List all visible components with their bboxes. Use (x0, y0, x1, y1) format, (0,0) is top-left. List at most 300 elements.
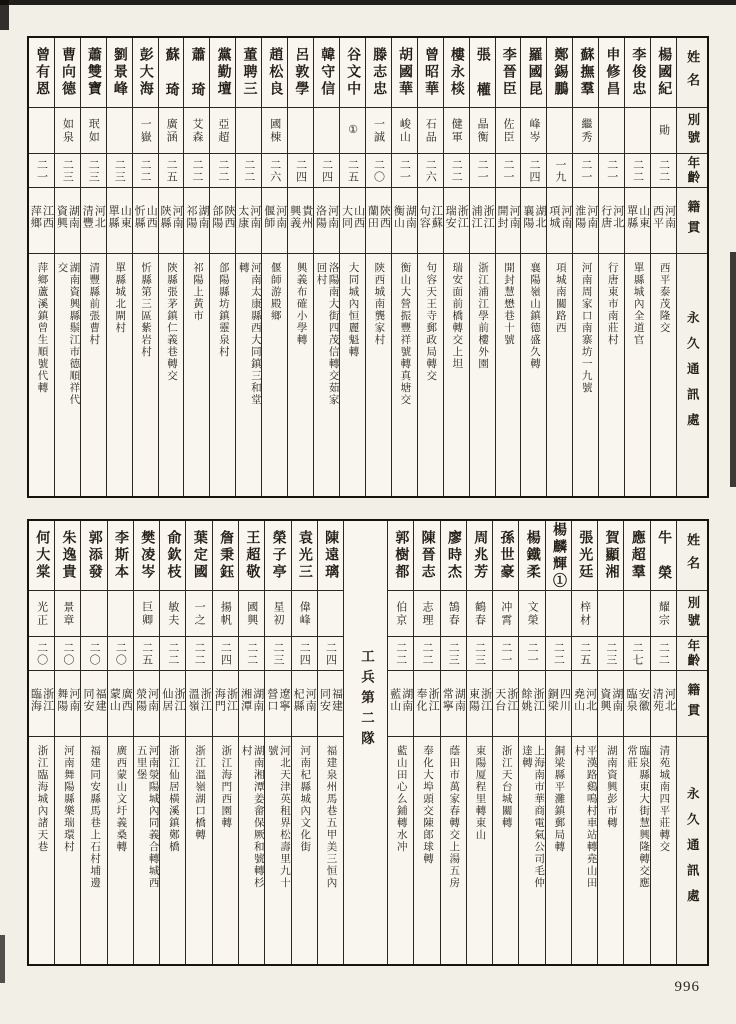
person-column (392, 38, 418, 496)
scan-artifact-bottom-left (0, 935, 5, 983)
person-address-cell-text: 祁陽上黃市 (191, 262, 203, 322)
person-column (265, 521, 291, 964)
person-alias-cell-text: 廣涵 (165, 117, 178, 144)
person-origin-cell-text: 湖南資興 (55, 204, 80, 229)
person-alias-cell-text: 一之 (193, 600, 206, 627)
person-name-cell (134, 521, 159, 591)
person-origin-cell (55, 671, 80, 737)
person-name-cell-text: 申修昌 (604, 47, 620, 98)
person-origin-cell-text: 河南舞陽 (55, 687, 80, 712)
person-origin-cell (418, 188, 443, 254)
person-address-cell-text: 興義布確小學轉 (295, 262, 307, 346)
person-origin-cell (496, 188, 521, 254)
person-alias-cell (265, 591, 290, 637)
person-origin-cell-text: 浙江瑞安 (444, 204, 469, 229)
person-alias-cell (340, 108, 365, 154)
person-alias-cell-text: 敏夫 (166, 600, 179, 627)
person-column (314, 38, 340, 496)
person-address-cell (340, 254, 365, 496)
person-age-cell-text: 二五 (165, 158, 178, 183)
person-origin-cell (340, 188, 365, 254)
person-column (418, 38, 444, 496)
person-address-cell-text: 銅梁縣平灘鎮郵局轉 (553, 745, 565, 853)
person-name-cell (108, 521, 133, 591)
column-header-alias-text: 別號 (685, 596, 700, 631)
person-origin-cell (547, 188, 572, 254)
person-name-cell (159, 38, 184, 108)
person-name-cell-text: 曾昭華 (422, 47, 438, 98)
column-header-origin-text: 籍貫 (685, 683, 700, 724)
person-column (210, 38, 236, 496)
person-alias-cell (292, 591, 317, 637)
person-address-cell (265, 737, 290, 964)
person-alias-cell (599, 108, 624, 154)
person-name-cell (314, 38, 339, 108)
person-address-cell (366, 254, 391, 496)
person-name-cell-text: 李斯本 (113, 530, 129, 581)
person-name-cell (239, 521, 264, 591)
column-header-age-text: 年齡 (685, 639, 700, 668)
person-address-cell-text: 浙江海門西園轉 (220, 745, 232, 829)
person-age-cell (418, 154, 443, 188)
person-column (470, 38, 496, 496)
person-address-cell (133, 254, 158, 496)
person-age-cell (496, 154, 521, 188)
person-alias-cell-text: 晶衡 (476, 117, 489, 144)
person-name-cell (55, 521, 80, 591)
person-origin-cell-text: 貴州興義 (288, 204, 313, 229)
person-age-cell-text: 二四 (219, 641, 232, 666)
person-address-cell-text: 陝西城南龔家村 (373, 262, 385, 346)
person-origin-cell-text: 山東單縣 (107, 204, 132, 229)
person-age-cell-text: 二〇 (114, 641, 127, 666)
person-age-cell-text: 二二 (631, 158, 644, 183)
person-origin-cell (210, 188, 235, 254)
person-column (160, 521, 186, 964)
person-origin-cell-text: 河南西平 (651, 204, 676, 229)
person-age-cell-text: 二二 (657, 641, 670, 666)
person-origin-cell (265, 671, 290, 737)
person-alias-cell (262, 108, 287, 154)
person-origin-cell-text: 湖南藍山 (388, 687, 413, 712)
person-alias-cell (496, 108, 521, 154)
person-age-cell-text: 二五 (346, 158, 359, 183)
person-alias-cell-text: 佐臣 (502, 117, 515, 144)
person-age-cell-text: 二七 (631, 641, 644, 666)
person-column (441, 521, 467, 964)
person-column (55, 521, 81, 964)
person-address-cell (598, 737, 623, 964)
unit-section-cell (344, 521, 387, 964)
person-address-cell (159, 254, 184, 496)
person-name-cell (213, 521, 238, 591)
person-name-cell (81, 38, 106, 108)
person-alias-cell (81, 108, 106, 154)
person-name-cell-text: 李俊忠 (630, 47, 646, 98)
person-name-cell (262, 38, 287, 108)
person-alias-cell (29, 591, 54, 637)
person-address-cell-text: 陝縣張茅鎮仁義巷轉交 (166, 262, 178, 382)
person-age-cell (81, 154, 106, 188)
person-age-cell (55, 637, 80, 671)
person-column (496, 38, 522, 496)
person-origin-cell-text: 浙江浦江 (470, 204, 495, 229)
person-origin-cell (108, 671, 133, 737)
person-address-cell-text: 衡山大營振豐祥號轉真塘交 (399, 262, 411, 406)
person-origin-cell (159, 188, 184, 254)
person-name-cell-text: 董聘三 (241, 47, 257, 98)
person-alias-cell-text: 繼秀 (579, 117, 592, 144)
person-age-cell (493, 637, 518, 671)
person-address-cell (288, 254, 313, 496)
person-address-cell-text: 廣西蒙山文圩義桑轉 (115, 745, 127, 853)
person-name-cell-text: 李晉臣 (500, 47, 516, 98)
person-age-cell (107, 154, 132, 188)
column-header-origin-text: 籍貫 (685, 200, 700, 241)
person-name-cell-text: 應超羣 (629, 530, 645, 581)
person-address-cell-text: 浙江天台城關轉 (500, 745, 512, 829)
column-header-address-text: 永久通訊處 (685, 311, 700, 439)
person-origin-cell-text: 浙江天台 (493, 687, 518, 712)
person-address-cell-text: 上海南市華商電氣公司毛仲達轉 (521, 745, 545, 889)
person-name-cell-text: 牛 榮 (656, 529, 672, 582)
person-origin-cell-text: 河北清豐 (81, 204, 106, 229)
column-header-alias (677, 591, 707, 637)
person-age-cell-text: 二四 (527, 158, 540, 183)
person-name-cell-text: 曾有恩 (34, 47, 50, 98)
person-column (81, 38, 107, 496)
person-name-cell (470, 38, 495, 108)
person-age-cell-text: 二一 (605, 158, 618, 183)
person-origin-cell (288, 188, 313, 254)
person-name-cell-text: 黨勤壇 (215, 47, 231, 98)
person-address-cell-text: 郃陽縣坊鎮靈泉村 (217, 262, 229, 358)
person-address-cell-text: 湖南湘潭姜畲保厥和號轉杉村 (240, 745, 264, 889)
person-age-cell (598, 637, 623, 671)
person-origin-cell-text: 河南杞縣 (292, 687, 317, 712)
person-age-cell (547, 154, 572, 188)
person-alias-cell-text: 偉峰 (298, 600, 311, 627)
person-origin-cell-text: 河南陝縣 (159, 204, 184, 229)
person-origin-cell-text: 湖南資興 (598, 687, 623, 712)
person-name-cell (392, 38, 417, 108)
person-origin-cell (160, 671, 185, 737)
person-age-cell-text: 二二 (166, 641, 179, 666)
person-address-cell (467, 737, 492, 964)
person-origin-cell (262, 188, 287, 254)
person-alias-cell-text: 文榮 (526, 600, 539, 627)
column-header-name (677, 38, 707, 108)
person-alias-cell-text: 如泉 (61, 117, 74, 144)
person-alias-cell (134, 591, 159, 637)
person-alias-cell-text: 冲霄 (499, 600, 512, 627)
person-column (186, 521, 212, 964)
column-header-alias-text: 別號 (685, 113, 700, 148)
person-address-cell (239, 737, 264, 964)
person-alias-cell-text: 峻山 (398, 117, 411, 144)
person-address-cell-text: 忻縣第三區紫岩村 (140, 262, 152, 358)
person-origin-cell-text: 福建同安 (318, 687, 343, 712)
person-age-cell (186, 637, 211, 671)
person-age-cell-text: 二三 (473, 641, 486, 666)
person-name-cell (265, 521, 290, 591)
person-origin-cell (81, 188, 106, 254)
person-age-cell-text: 二三 (87, 158, 100, 183)
person-age-cell-text: 二一 (579, 158, 592, 183)
person-name-cell (519, 521, 544, 591)
column-header-address (677, 737, 707, 964)
person-address-cell (107, 254, 132, 496)
roster-table-bottom (27, 519, 709, 966)
person-origin-cell-text: 山東單縣 (625, 204, 650, 229)
person-address-cell (210, 254, 235, 496)
person-address-cell (444, 254, 469, 496)
person-age-cell (29, 154, 54, 188)
person-alias-cell-text: 國興 (245, 600, 258, 627)
person-origin-cell-text: 浙江溫嶺 (187, 687, 212, 712)
person-address-cell (496, 254, 521, 496)
person-alias-cell (414, 591, 439, 637)
person-alias-cell-text: 亞超 (216, 117, 229, 144)
person-column (414, 521, 440, 964)
person-origin-cell (184, 188, 209, 254)
person-origin-cell (572, 671, 597, 737)
column-header-age (677, 154, 707, 188)
person-age-cell-text: 二三 (271, 641, 284, 666)
person-address-cell (213, 737, 238, 964)
person-alias-cell-text: 揚帆 (219, 600, 232, 627)
person-address-cell-text: 清豐縣前張曹村 (88, 262, 100, 346)
person-address-cell (81, 737, 106, 964)
header-column (677, 521, 707, 964)
person-name-cell (388, 521, 413, 591)
person-name-cell (210, 38, 235, 108)
person-alias-cell-text: 艾森 (190, 117, 203, 144)
person-address-cell (441, 737, 466, 964)
person-origin-cell-text: 湖南常寧 (441, 687, 466, 712)
person-name-cell-text: 羅國昆 (526, 47, 542, 98)
person-age-cell-text: 二一 (35, 158, 48, 183)
person-origin-cell (625, 188, 650, 254)
person-origin-cell-text: 浙江海門 (213, 687, 238, 712)
person-origin-cell (81, 671, 106, 737)
person-age-cell (624, 637, 649, 671)
person-origin-cell-text: 湖南湘潭 (239, 687, 264, 712)
person-origin-cell (318, 671, 343, 737)
header-column (677, 38, 707, 496)
person-origin-cell-text: 河北行唐 (599, 204, 624, 229)
person-address-cell (262, 254, 287, 496)
person-origin-cell (441, 671, 466, 737)
person-address-cell (625, 254, 650, 496)
person-origin-cell (236, 188, 261, 254)
person-alias-cell (572, 591, 597, 637)
person-name-cell (236, 38, 261, 108)
person-name-cell (318, 521, 343, 591)
person-name-cell-text: 蕭雙寶 (85, 47, 101, 98)
person-name-cell (186, 521, 211, 591)
person-address-cell (470, 254, 495, 496)
person-origin-cell-text: 陝西蘭田 (366, 204, 391, 229)
column-header-address-text: 永久通訊處 (685, 786, 700, 915)
person-origin-cell (55, 188, 80, 254)
person-address-cell (314, 254, 339, 496)
person-origin-cell-text: 浙江餘姚 (520, 687, 545, 712)
person-age-cell (625, 154, 650, 188)
person-age-cell-text: 二三 (447, 641, 460, 666)
person-age-cell (160, 637, 185, 671)
scan-artifact-right-edge (730, 252, 736, 487)
person-name-cell-text: 呂敦學 (293, 47, 309, 98)
person-alias-cell (236, 108, 261, 154)
person-name-cell-text: 楊麟輝① (551, 521, 566, 590)
person-age-cell (213, 637, 238, 671)
person-origin-cell-text: 陝西郃陽 (210, 204, 235, 229)
person-age-cell-text: 二三 (61, 158, 74, 183)
person-address-cell (186, 737, 211, 964)
person-name-cell-text: 陳遠璃 (323, 530, 339, 581)
person-name-cell (184, 38, 209, 108)
person-column (519, 521, 545, 964)
person-origin-cell-text: 湖南衡山 (392, 204, 417, 229)
person-alias-cell (184, 108, 209, 154)
scan-artifact-top-edge (0, 0, 736, 5)
person-origin-cell-text: 河南項城 (547, 204, 572, 229)
person-origin-cell-text: 安徽臨泉 (625, 687, 650, 712)
person-age-cell (388, 637, 413, 671)
person-address-cell (184, 254, 209, 496)
person-age-cell (134, 637, 159, 671)
person-origin-cell-text: 江蘇句容 (418, 204, 443, 229)
person-origin-cell-text: 河南滎陽 (134, 687, 159, 712)
person-age-cell (366, 154, 391, 188)
person-name-cell-text: 曹向德 (60, 47, 76, 98)
column-header-alias (677, 108, 707, 154)
person-name-cell (651, 521, 676, 591)
person-address-cell-text: 河南舞陽縣樂瑞環村 (62, 745, 74, 853)
person-alias-cell (186, 591, 211, 637)
person-name-cell-text: 郭樹都 (393, 530, 409, 581)
person-address-cell (292, 737, 317, 964)
person-origin-cell (292, 671, 317, 737)
person-alias-cell (598, 591, 623, 637)
person-age-cell-text: 二二 (450, 158, 463, 183)
person-name-cell-text: 何大棠 (34, 530, 50, 581)
person-name-cell-text: 韓守信 (319, 47, 335, 98)
person-origin-cell-text: 遼寧營口 (265, 687, 290, 712)
person-address-cell (521, 254, 546, 496)
person-name-cell (598, 521, 623, 591)
person-alias-cell (366, 108, 391, 154)
person-origin-cell (366, 188, 391, 254)
person-origin-cell (651, 671, 676, 737)
person-name-cell-text: 劉景峰 (111, 47, 127, 98)
person-alias-cell (470, 108, 495, 154)
person-age-cell-text: 二一 (499, 641, 512, 666)
person-age-cell (292, 637, 317, 671)
person-origin-cell (598, 671, 623, 737)
person-name-cell (55, 38, 80, 108)
person-address-cell (388, 737, 413, 964)
person-age-cell (314, 154, 339, 188)
person-address-cell (546, 737, 571, 964)
unit-section-label: 工兵第二隊 (359, 649, 374, 752)
person-address-cell-text: 句容天王寺郵政局轉交 (425, 262, 437, 382)
person-address-cell-text: 河南太康縣西大同鎮三和堂轉 (237, 262, 261, 406)
person-age-cell (108, 637, 133, 671)
person-column (213, 521, 239, 964)
person-address-cell-text: 項城南關路西 (554, 262, 566, 334)
person-address-cell-text: 浙江浦江學前樓外園 (477, 262, 489, 370)
person-origin-cell (624, 671, 649, 737)
person-name-cell-text: 滕志忠 (371, 47, 387, 98)
person-alias-cell (441, 591, 466, 637)
person-age-cell-text: 二四 (320, 158, 333, 183)
person-alias-cell-text: 景章 (61, 600, 74, 627)
person-alias-cell-text: 光正 (35, 600, 48, 627)
person-name-cell-text: 周兆芳 (472, 530, 488, 581)
column-header-name-text: 姓名 (685, 49, 701, 96)
person-address-cell-text: 河南周家口南寨坊一九號 (580, 262, 592, 394)
person-origin-cell-text: 浙江仙居 (160, 687, 185, 712)
person-name-cell (81, 521, 106, 591)
person-age-cell-text: 二〇 (35, 641, 48, 666)
person-age-cell-text: 二一 (398, 158, 411, 183)
person-name-cell (340, 38, 365, 108)
person-column (444, 38, 470, 496)
person-name-cell (572, 521, 597, 591)
person-age-cell (29, 637, 54, 671)
person-name-cell-text: 孫世豪 (498, 530, 514, 581)
person-address-cell (624, 737, 649, 964)
person-address-cell-text: 東陽厦程里轉東山 (474, 745, 486, 841)
person-age-cell (288, 154, 313, 188)
person-age-cell-text: 二六 (424, 158, 437, 183)
column-header-address (677, 254, 707, 496)
person-origin-cell-text: 河南太康 (236, 204, 261, 229)
person-name-cell-text: 廖時杰 (445, 530, 461, 581)
person-name-cell (160, 521, 185, 591)
person-alias-cell (55, 108, 80, 154)
person-age-cell (467, 637, 492, 671)
person-address-cell-text: 西平泰茂隆交 (658, 262, 670, 334)
person-name-cell (29, 38, 54, 108)
person-address-cell (572, 737, 597, 964)
person-column (133, 38, 159, 496)
person-age-cell (573, 154, 598, 188)
person-alias-cell (493, 591, 518, 637)
person-column (262, 38, 288, 496)
person-address-cell-text: 浙江溫嶺湖口橋轉 (194, 745, 206, 841)
person-column (546, 521, 572, 964)
person-alias-cell-text: 健軍 (450, 117, 463, 144)
person-address-cell-text: 湖南資興縣鬃江市德順祥代交 (56, 262, 80, 406)
person-column (624, 521, 650, 964)
person-column (651, 38, 677, 496)
person-address-cell-text: 蔭田市萬家春轉交上湯五房 (448, 745, 460, 889)
person-age-cell (81, 637, 106, 671)
person-address-cell (651, 254, 676, 496)
person-address-cell (29, 254, 54, 496)
person-alias-cell (467, 591, 492, 637)
column-header-age (677, 637, 707, 671)
person-address-cell (547, 254, 572, 496)
person-name-cell-text: 詹秉鈺 (218, 530, 234, 581)
person-origin-cell-text: 福建同安 (82, 687, 107, 712)
person-address-cell-text: 河南滎陽城內同義合轉城西五里堡 (135, 745, 159, 889)
person-alias-cell (625, 108, 650, 154)
person-origin-cell-text: 浙江東陽 (467, 687, 492, 712)
